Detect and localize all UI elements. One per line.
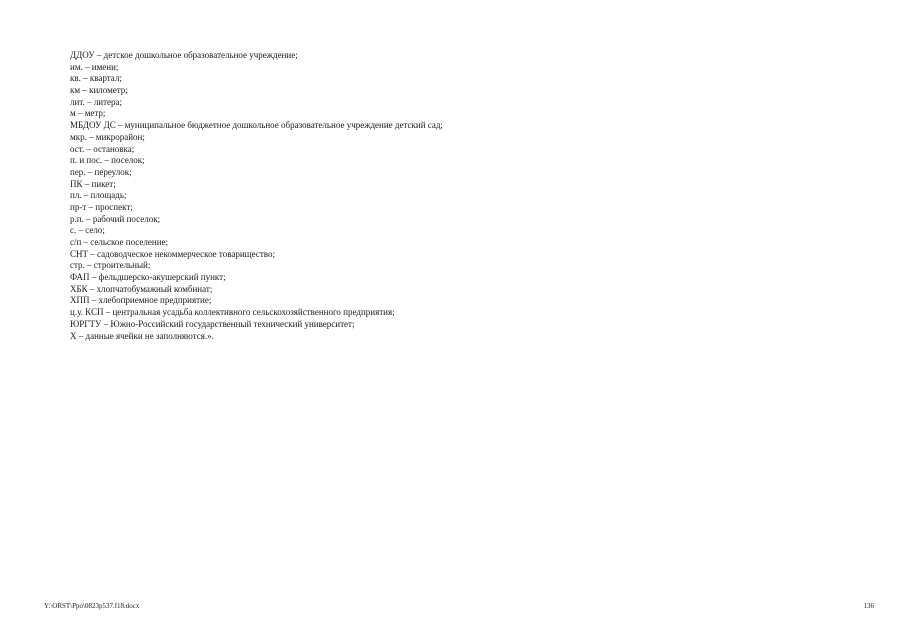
abbreviation-item: ХБК – хлопчатобумажный комбинат; [70, 283, 213, 294]
abbreviation-item: ПК – пикет; [70, 178, 116, 189]
abbreviation-item: пр-т – проспект; [70, 201, 133, 212]
abbreviation-item: м – метр; [70, 108, 106, 119]
abbreviation-item: мкр. – микрорайон; [70, 131, 145, 142]
footer-file-path: Y:\ORST\Ppo\0823p537.f18.docx [44, 602, 140, 610]
abbreviation-item: ФАП – фельдшерско-акушерский пункт; [70, 272, 226, 283]
abbreviation-item: с/п – сельское поселение; [70, 237, 169, 247]
abbreviation-list [70, 50, 443, 342]
abbreviation-item: СНТ – садоводческое некоммерческое товарищество; [70, 248, 275, 259]
abbreviation-item: кв. – квартал; [70, 73, 122, 84]
abbreviation-item: ХПП – хлебоприемное предприятие; [70, 295, 212, 306]
abbreviation-item: ост. – остановка; [70, 143, 135, 154]
abbreviation-item: р.п. – рабочий поселок; [70, 213, 161, 224]
abbreviation-item: ц.у. КСП – центральная усадьба коллективного сельскохозяйственного предприятия; [70, 307, 395, 318]
abbreviation-item: км – километр; [70, 85, 128, 96]
abbreviation-item: лит. – литера; [70, 96, 123, 107]
abbreviation-item: пл. – площадь; [70, 190, 127, 201]
abbreviation-item: пер. – переулок; [70, 166, 132, 177]
abbreviation-item: стр. – строительный; [70, 260, 151, 271]
abbreviation-item: МБДОУ ДС – муниципальное бюджетное дошкольное образовательное учреждение детский сад; [70, 120, 443, 131]
abbreviation-item: ЮРГТУ – Южно-Российский государственный технический университет; [70, 318, 355, 329]
page-number: 136 [863, 602, 874, 610]
abbreviation-item: ДДОУ – детское дошкольное образовательное учреждение; [70, 50, 298, 60]
abbreviation-item: им. – имени; [70, 61, 119, 72]
abbreviation-item: Х – данные ячейки не заполняются.». [70, 330, 214, 341]
abbreviation-item: с. – село; [70, 225, 105, 236]
abbreviation-item: п. и пос. – поселок; [70, 155, 145, 166]
